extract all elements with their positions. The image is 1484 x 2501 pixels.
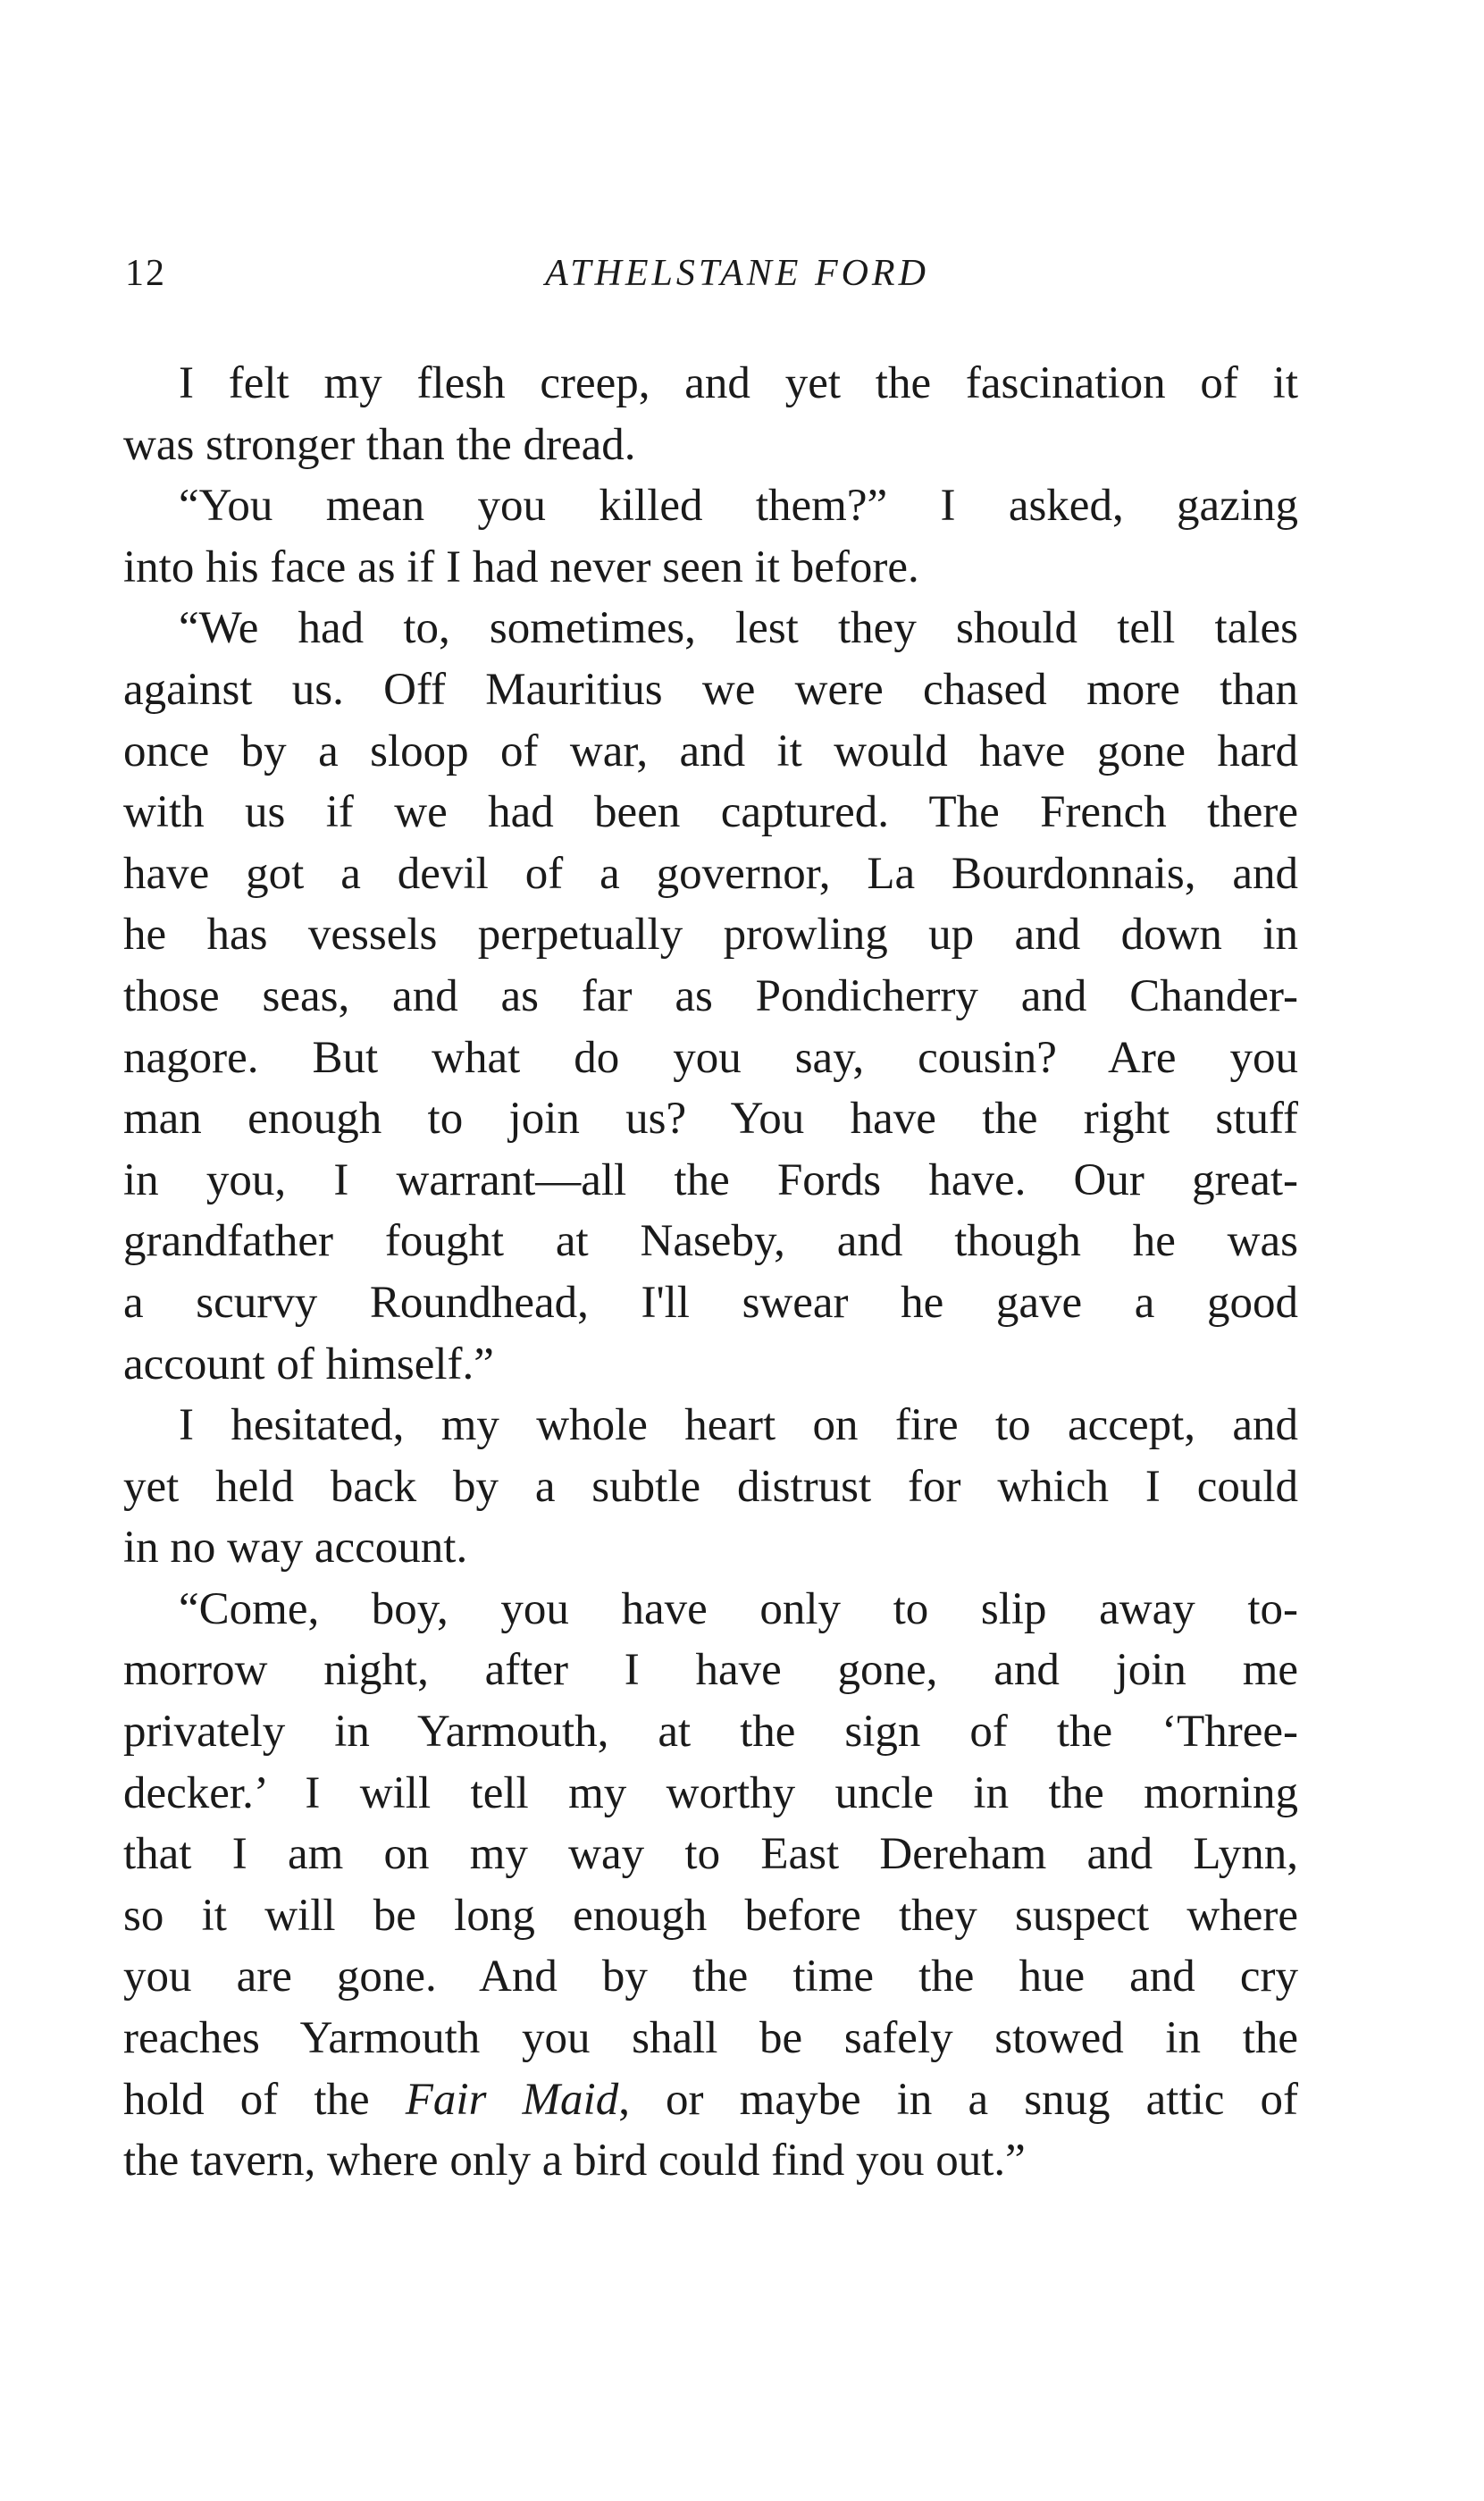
paragraph-line: nagore. But what do you say, cousin? Are you xyxy=(123,1032,1298,1083)
paragraph-line: I hesitated, my whole heart on fire to accept, and xyxy=(179,1400,1298,1451)
line-text: hold of the xyxy=(123,2074,406,2125)
paragraph-line: “You mean you killed them?” I asked, gazing xyxy=(179,481,1298,532)
paragraph-line: was stronger than the dread. xyxy=(123,419,636,470)
paragraph-line: against us. Off Mauritius we were chased more than xyxy=(123,664,1298,715)
paragraph-line: in you, I warrant—all the Fords have. Our great- xyxy=(123,1154,1298,1205)
paragraph-line: in no way account. xyxy=(123,1523,468,1574)
paragraph-line: a scurvy Roundhead, I'll swear he gave a good xyxy=(123,1277,1298,1328)
paragraph-line: the tavern, where only a bird could find you out.” xyxy=(123,2136,1026,2186)
body-text xyxy=(123,353,1298,2192)
paragraph-line: I felt my flesh creep, and yet the fascination of it xyxy=(179,358,1298,408)
paragraph-line: morrow night, after I have gone, and join me xyxy=(123,1645,1298,1696)
running-title: ATHELSTANE FORD xyxy=(545,253,929,294)
paragraph-line: with us if we had been captured. The French there xyxy=(123,787,1298,838)
paragraph-line: man enough to join us? You have the right stuff xyxy=(123,1094,1298,1145)
paragraph-line: decker.’ I will tell my worthy uncle in the morning xyxy=(123,1767,1298,1818)
ship-name-italic: Fair Maid xyxy=(405,2074,619,2125)
paragraph-line: you are gone. And by the time the hue and cry xyxy=(123,1951,1298,2002)
paragraph-line: so it will be long enough before they suspect where xyxy=(123,1890,1298,1941)
paragraph-line: account of himself.” xyxy=(123,1339,494,1389)
paragraph-line: “Come, boy, you have only to slip away to- xyxy=(179,1583,1298,1634)
paragraph-line xyxy=(123,2069,1298,2131)
paragraph-line: “We had to, sometimes, lest they should tell tales xyxy=(179,603,1298,654)
paragraph-line: privately in Yarmouth, at the sign of the ‘Three- xyxy=(123,1707,1298,1758)
paragraph-line: he has vessels perpetually prowling up and down in xyxy=(123,910,1298,961)
running-head xyxy=(125,252,1295,306)
paragraph-line: yet held back by a subtle distrust for which I could xyxy=(123,1461,1298,1512)
paragraph-line: that I am on my way to East Dereham and Lynn, xyxy=(123,1829,1298,1880)
paragraph-line: those seas, and as far as Pondicherry and Chander- xyxy=(123,970,1298,1021)
line-text: , or maybe in a snug attic of xyxy=(618,2074,1298,2125)
paragraph-line: reaches Yarmouth you shall be safely stowed in the xyxy=(123,2013,1298,2064)
paragraph-line: into his face as if I had never seen it before. xyxy=(123,541,919,592)
paragraph-line: grandfather fought at Naseby, and though he was xyxy=(123,1216,1298,1267)
paragraph-line: once by a sloop of war, and it would have gone hard xyxy=(123,726,1298,776)
page-number: 12 xyxy=(125,253,166,294)
paragraph-line: have got a devil of a governor, La Bourdonnais, and xyxy=(123,848,1298,899)
